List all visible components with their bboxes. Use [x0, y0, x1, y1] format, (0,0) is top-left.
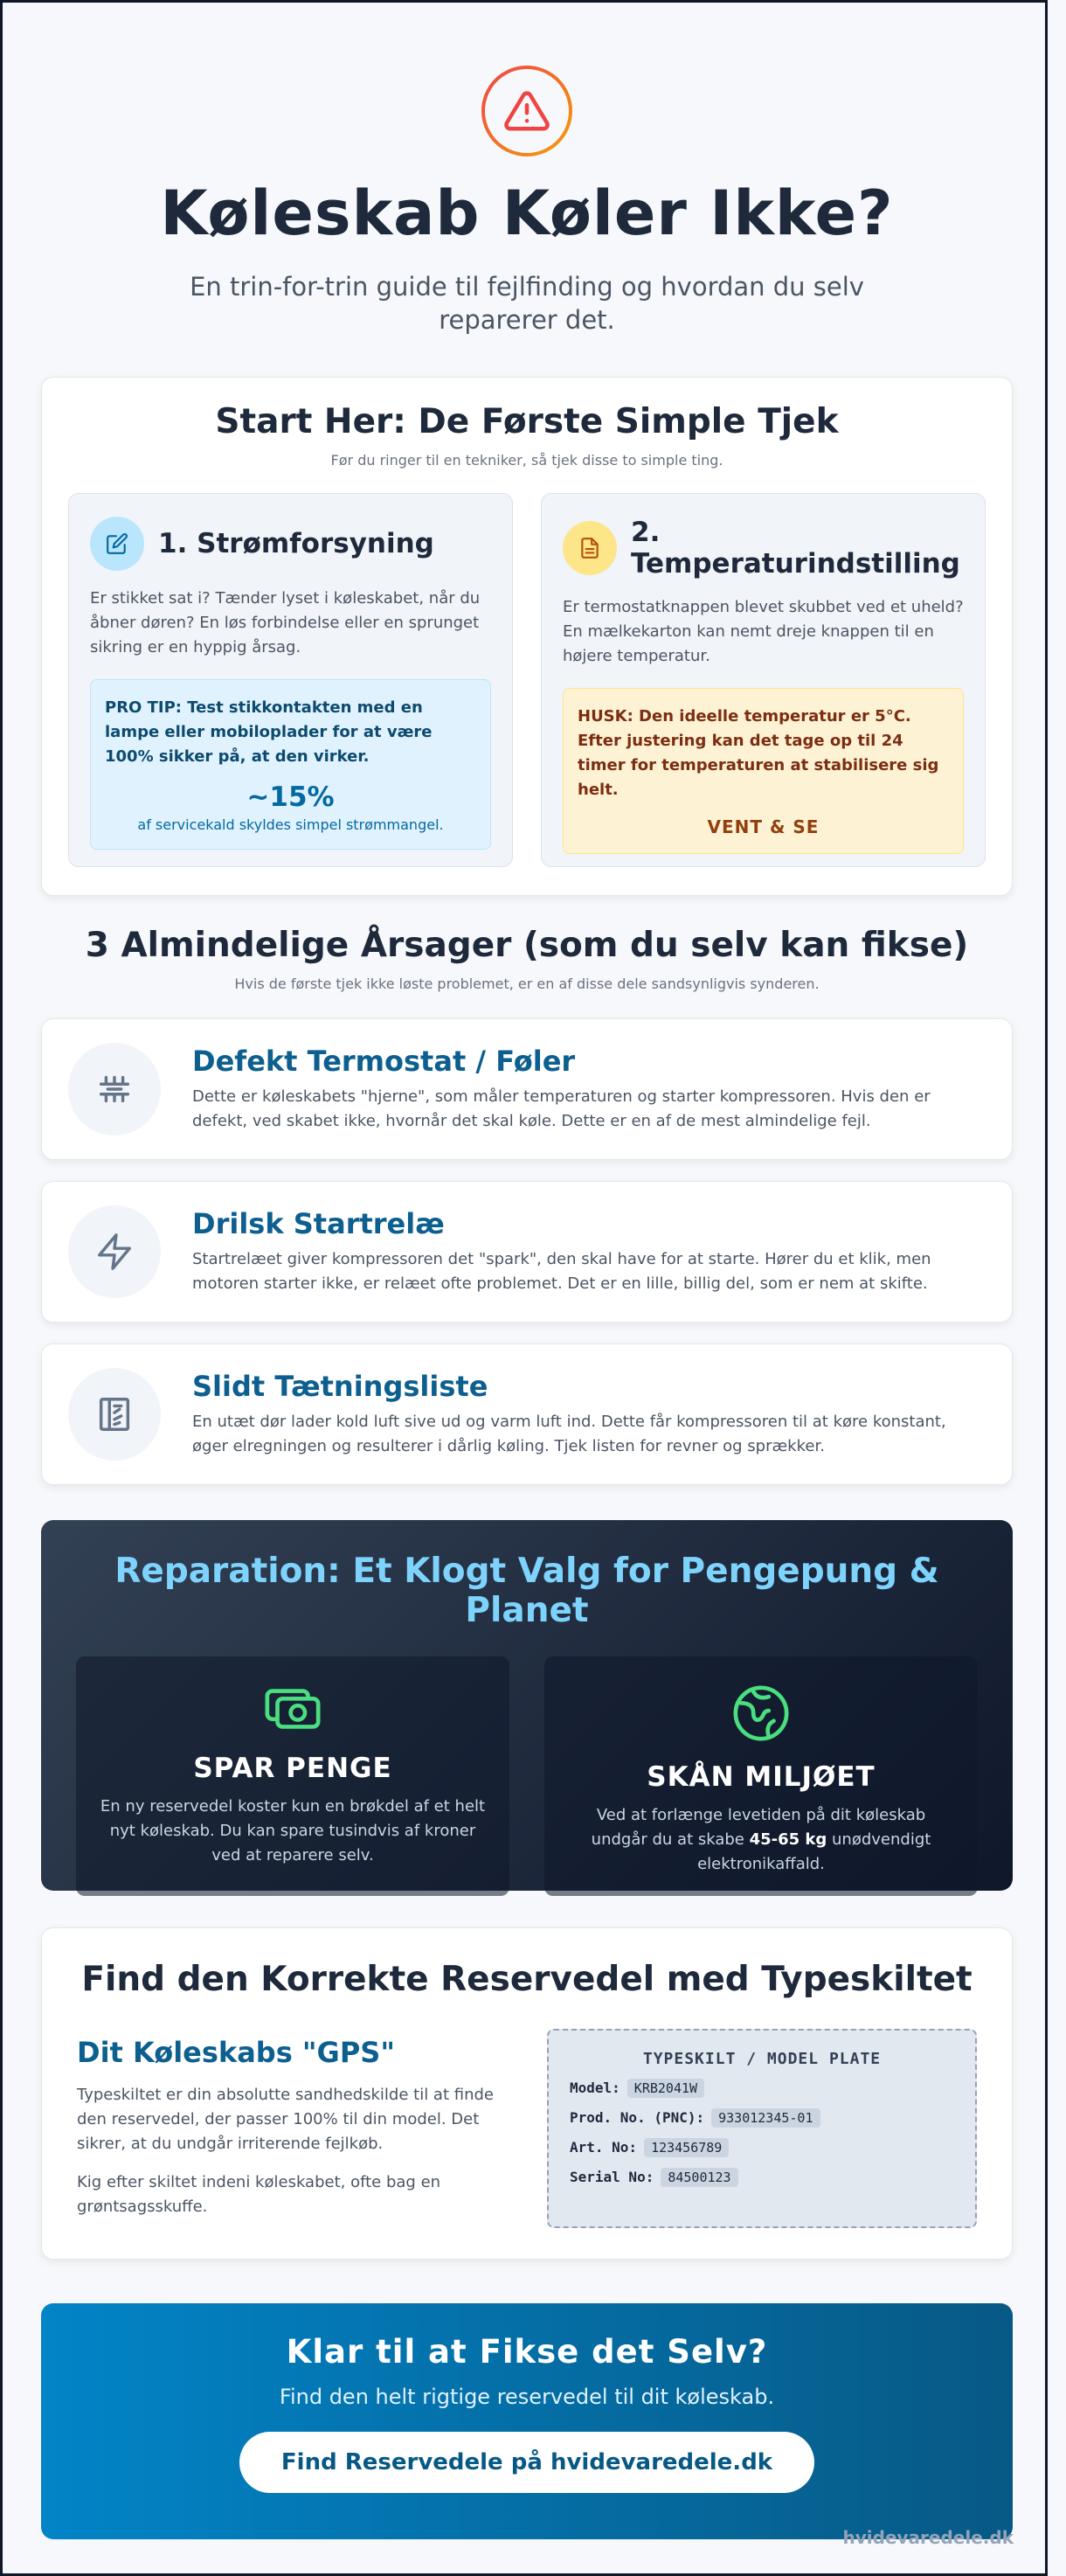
hero [41, 66, 1013, 337]
thermostat-icon [68, 1043, 161, 1135]
plate-row: Prod. No. (PNC): 933012345-01 [570, 2108, 954, 2128]
gps-hint: Kig efter skiltet indeni køleskabet, ofte bag en grøntsagsskuffe. [77, 2173, 441, 2216]
cause-title: Slidt Tætningsliste [192, 1370, 488, 1403]
causes-title: 3 Almindelige Årsager (som du selv kan fikse) [85, 926, 969, 965]
gps-text: Typeskiltet er din absolutte sandhedskilde til at finde den reservedel, der passer 100% til din model. Det sikrer, at du undgår irriterende fejlkøb. [77, 2086, 494, 2153]
plate-row: Art. No: 123456789 [570, 2138, 954, 2157]
temperature-check-card [541, 493, 986, 867]
type-plate-section [41, 1927, 1013, 2260]
save-money-text: En ny reservedel koster kun en brøkdel af et helt nyt køleskab. Du kan spare tusindvis af kroner ved at reparere selv. [100, 1797, 486, 1864]
globe-icon [567, 1683, 955, 1747]
power-check-card [68, 493, 513, 867]
cause-text: Startrelæet giver kompressoren det "spark", den skal have for at starte. Hører du et klik, men motoren starter ikke, er relæet ofte problemet. Det er en lille, billig del, som er nem at skifte. [192, 1250, 931, 1293]
cta-subtitle: Find den helt rigtige reservedel til dit køleskab. [279, 2385, 775, 2409]
stat-value: ~15% [246, 781, 335, 813]
reminder-text: HUSK: Den ideelle temperatur er 5°C. Efter justering kan det tage op til 24 timer for temperaturen at stabilisere sig helt. [578, 707, 939, 799]
site-watermark: hvidevaredele.dk [842, 2527, 1014, 2548]
waste-amount: 45-65 kg [749, 1830, 827, 1849]
wait-and-see-label: VENT & SE [707, 816, 820, 837]
start-title: Start Her: De Første Simple Tjek [215, 402, 839, 441]
stat-label: af servicekald skyldes simpel strømmangel. [137, 816, 444, 833]
find-parts-button[interactable]: Find Reservedele på hvidevaredele.dk [239, 2432, 814, 2493]
temperature-check-text: Er termostatknappen blevet skubbet ved et uheld? En mælkekarton kan nemt dreje knappen til en højere temperatur. [563, 598, 964, 665]
document-icon [563, 521, 617, 575]
power-check-text: Er stikket sat i? Tænder lyset i køleskabet, når du åbner døren? En løs forbindelse eller en sprunget sikring er en hyppig årsag. [90, 589, 481, 656]
cause-title: Defekt Termostat / Føler [192, 1045, 576, 1078]
repair-section [41, 1520, 1013, 1891]
save-planet-text: Ved at forlænge levetiden på dit køleskab undgår du at skabe 45-65 kg unødvendigt elektronikaffald. [591, 1806, 931, 1873]
page-subtitle: En trin-for-trin guide til fejlfinding og hvordan du selv reparerer det. [190, 272, 864, 335]
cause-card [41, 1344, 1013, 1485]
repair-title: Reparation: Et Klogt Valg for Pengepung & Planet [114, 1552, 939, 1630]
lightning-icon [68, 1205, 161, 1298]
gps-title: Dit Køleskabs "GPS" [77, 2036, 395, 2069]
causes-header [41, 926, 1013, 992]
cause-card [41, 1181, 1013, 1323]
cta-section [41, 2303, 1013, 2539]
save-money-card [76, 1656, 509, 1896]
money-icon [99, 1683, 487, 1739]
save-planet-card [544, 1656, 978, 1896]
cause-text: En utæt dør lader kold luft sive ud og varm luft ind. Dette får kompressoren til at køre konstant, øger elregningen og resulterer i dårlig køling. Tjek listen for revner og sprækker. [192, 1413, 946, 1455]
power-check-title: 1. Strømforsyning [158, 528, 434, 559]
reminder-box [563, 688, 964, 854]
cause-text: Dette er køleskabets "hjerne", som måler temperaturen og starter kompressoren. Hvis den er defekt, ved skabet ikke, hvornår det skal køle. Dette er en af de mest almindelige fejl. [192, 1087, 931, 1130]
start-section [41, 377, 1013, 896]
type-plate-example [547, 2029, 977, 2228]
start-subtitle: Før du ringer til en tekniker, så tjek disse to simple ting. [330, 452, 723, 469]
save-planet-title: SKÅN MILJØET [647, 1761, 876, 1793]
type-plate-title: Find den Korrekte Reservedel med Typeskiltet [81, 1960, 973, 1999]
page-title: Køleskab Køler Ikke? [160, 177, 894, 249]
pro-tip-box [90, 679, 491, 850]
plate-row: Model: KRB2041W [570, 2079, 954, 2098]
causes-subtitle: Hvis de første tjek ikke løste problemet, er en af disse dele sandsynligvis synderen. [234, 976, 820, 992]
edit-icon [90, 517, 144, 571]
save-money-title: SPAR PENGE [193, 1753, 392, 1784]
door-seal-icon [68, 1368, 161, 1461]
cause-card [41, 1018, 1013, 1160]
cause-title: Drilsk Startrelæ [192, 1207, 445, 1240]
temperature-check-title: 2. Temperaturindstilling [631, 517, 960, 580]
warning-icon [481, 66, 572, 156]
plate-row: Serial No: 84500123 [570, 2168, 954, 2187]
plate-heading: TYPESKILT / MODEL PLATE [642, 2050, 882, 2068]
cta-title: Klar til at Fikse det Selv? [286, 2333, 768, 2371]
pro-tip-text: PRO TIP: Test stikkontakten med en lampe eller mobiloplader for at være 100% sikker på, at den virker. [105, 698, 433, 766]
